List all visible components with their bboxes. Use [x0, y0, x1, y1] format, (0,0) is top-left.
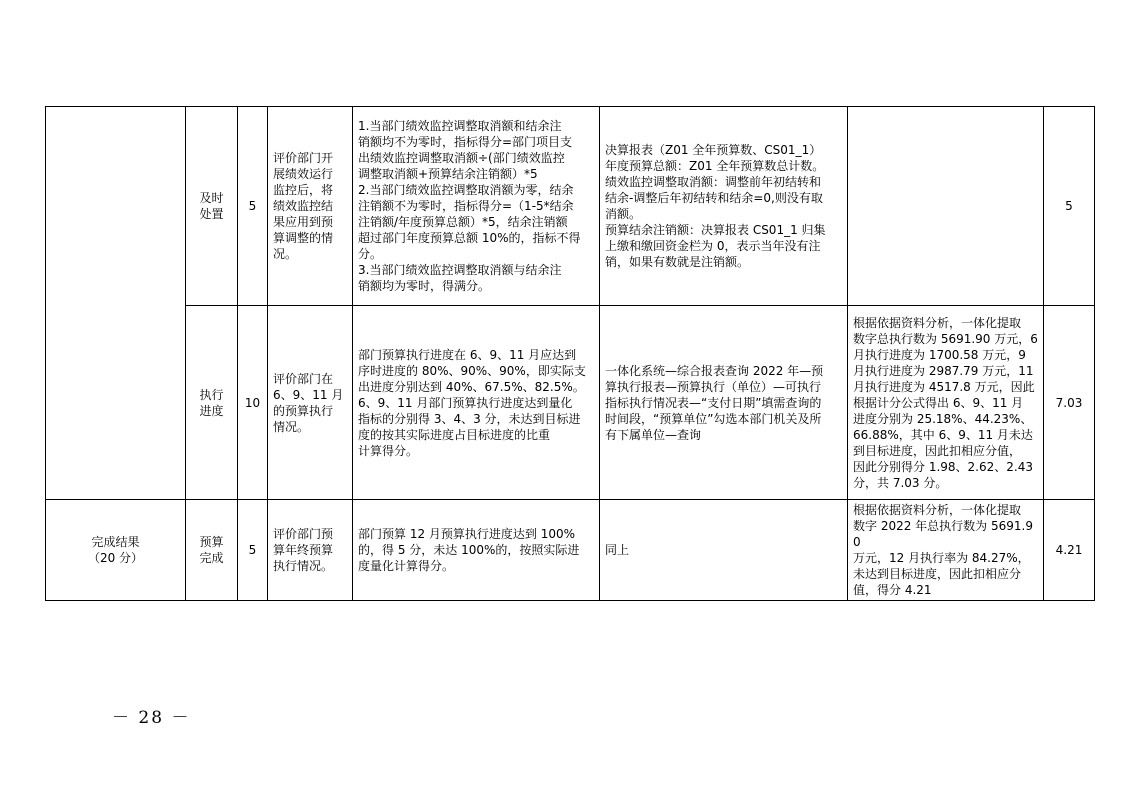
- text-line: 的预算执行: [273, 403, 334, 418]
- text-line: 根据依据资料分析，一体化提取: [853, 503, 1022, 517]
- weight-cell: 10: [238, 306, 268, 500]
- text-line: 月执行进度为 1700.58 万元，9: [853, 347, 1026, 362]
- data-source-cell: [600, 500, 848, 601]
- text-line: 算调整的情: [273, 231, 334, 245]
- data-source-cell: [600, 306, 848, 500]
- text-line: 上缴和缴回资金栏为 0，表示当年没有注: [605, 239, 821, 253]
- table-row: [46, 107, 1095, 306]
- table-row: [46, 306, 1095, 500]
- text-line: 2.当部门绩效监控调整取消额为零，结余: [358, 183, 574, 197]
- text-line: 值，得分 4.21: [853, 583, 932, 597]
- weight-cell: 5: [238, 500, 268, 601]
- scoring-criteria-cell: [353, 107, 600, 306]
- text-line: 展绩效运行: [273, 167, 334, 181]
- text-line: 月执行进度为 2987.79 万元，11: [853, 363, 1034, 378]
- scoring-criteria-cell: [353, 500, 600, 601]
- text-line: 注销额/年度预算总额）*5，结余注销额: [358, 215, 568, 229]
- text-line: 万元，12 月执行率为 84.27%，: [853, 551, 1030, 565]
- text-line: 度量化计算得分。: [358, 559, 455, 573]
- page-number: － 28 －: [112, 708, 191, 728]
- table-row: [46, 500, 1095, 601]
- text-line: 注销额不为零时，指标得分=（1-5*结余: [358, 199, 574, 213]
- text-line: 6、9、11 月: [273, 387, 344, 402]
- text-line: 进度分别为 25.18%、44.23%、: [853, 411, 1033, 426]
- text-line: 评价部门在: [273, 371, 334, 386]
- text-line: 执行情况。: [273, 559, 334, 573]
- text-line: 3.当部门绩效监控调整取消额与结余注: [358, 263, 562, 277]
- text-line: 算执行报表—预算执行（单位）—可执行: [605, 379, 822, 394]
- text-line: 有下属单位—查询: [605, 427, 702, 442]
- primary-indicator-cell: [46, 500, 186, 601]
- text-line: 计算得分。: [358, 443, 419, 458]
- text-line: 序时进度的 80%、90%、90%，即实际支: [358, 363, 586, 378]
- weight-cell: 5: [238, 107, 268, 306]
- score-cell: 4.21: [1044, 500, 1095, 601]
- data-source-cell: [600, 107, 848, 306]
- text-line: 情况。: [273, 419, 310, 434]
- text-line: 分，共 7.03 分。: [853, 475, 948, 490]
- text-line: 出绩效监控调整取消额÷(部门绩效监控: [358, 151, 565, 165]
- text-line: 况。: [273, 247, 298, 261]
- text-line: 结余-调整后年初结转和结余=0,则没有取: [605, 191, 823, 205]
- text-line: 评价部门预: [273, 527, 334, 541]
- text-line: 年度预算总额：Z01 全年预算数总计数。: [605, 159, 825, 173]
- text-line: 时间段，“预算单位”勾选本部门机关及所: [605, 411, 822, 426]
- indicator-description-cell: [268, 107, 353, 306]
- text-line: 部门预算执行进度在 6、9、11 月应达到: [358, 347, 577, 362]
- text-line: 1.当部门绩效监控调整取消额和结余注: [358, 119, 562, 133]
- text-line: 度的按其实际进度占目标进度的比重: [358, 427, 551, 442]
- text-line: 执行: [199, 387, 224, 402]
- primary-indicator-cell-empty: [46, 107, 186, 500]
- analysis-cell: [848, 500, 1044, 601]
- text-line: 数字 2022 年总执行数为 5691.90: [853, 519, 1033, 549]
- text-line: 消额。: [605, 207, 642, 221]
- text-line: 算年终预算: [273, 543, 334, 557]
- text-line: （20 分）: [87, 551, 144, 565]
- text-line: 6、9、11 月部门预算执行进度达到量化: [358, 395, 573, 410]
- text-line: 评价部门开: [273, 151, 334, 165]
- text-line: 指标的分别得 3、4、3 分，未达到目标进: [358, 411, 581, 426]
- text-line: 66.88%，其中 6、9、11 月未达: [853, 427, 1033, 442]
- indicator-name-cell: [186, 107, 238, 306]
- text-line: 调整取消额+预算结余注销额）*5: [358, 167, 538, 181]
- text-line: 预算结余注销额：决算报表 CS01_1 归集: [605, 223, 826, 237]
- text-line: 指标执行情况表—“支付日期”填需查询的: [605, 395, 822, 410]
- text-line: 完成: [199, 551, 224, 565]
- score-cell: 7.03: [1044, 306, 1095, 500]
- text-line: 进度: [199, 403, 224, 418]
- text-line: 根据依据资料分析，一体化提取: [853, 315, 1022, 330]
- scoring-criteria-cell: [353, 306, 600, 500]
- text-line: 同上: [605, 543, 630, 557]
- text-line: 绩效监控调整取消额：调整前年初结转和: [605, 175, 822, 189]
- indicator-name-cell: [186, 500, 238, 601]
- text-line: 的，得 5 分，未达 100%的，按照实际进: [358, 543, 580, 557]
- text-line: 监控后，将: [273, 183, 334, 197]
- text-line: 到目标进度，因此扣相应分值，: [853, 443, 1022, 458]
- indicator-description-cell: [268, 306, 353, 500]
- text-line: 绩效监控结: [273, 199, 334, 213]
- text-line: 完成结果: [91, 535, 140, 549]
- text-line: 超过部门年度预算总额 10%的，指标不得: [358, 231, 581, 245]
- text-line: 销额均为零时，得满分。: [358, 279, 491, 293]
- text-line: 根据计分公式得出 6、9、11 月: [853, 395, 1024, 410]
- text-line: 一体化系统—综合报表查询 2022 年—预: [605, 363, 824, 378]
- text-line: 因此分别得分 1.98、2.62、2.43: [853, 459, 1033, 474]
- text-line: 数字总执行数为 5691.90 万元，6: [853, 331, 1038, 346]
- text-line: 销，如果有数就是注销额。: [605, 255, 750, 269]
- text-line: 果应用到预: [273, 215, 334, 229]
- score-cell: 5: [1044, 107, 1095, 306]
- text-line: 预算: [199, 535, 224, 549]
- text-line: 月执行进度为 4517.8 万元，因此: [853, 379, 1035, 394]
- text-line: 销额均不为零时，指标得分=部门项目支: [358, 135, 573, 149]
- text-line: 及时: [199, 191, 224, 205]
- text-line: 出进度分别达到 40%、67.5%、82.5%。: [358, 379, 585, 394]
- text-line: 未达到目标进度，因此扣相应分: [853, 567, 1022, 581]
- evaluation-table: [45, 106, 1095, 601]
- text-line: 决算报表（Z01 全年预算数、CS01_1）: [605, 143, 822, 157]
- indicator-description-cell: [268, 500, 353, 601]
- indicator-name-cell: [186, 306, 238, 500]
- text-line: 部门预算 12 月预算执行进度达到 100%: [358, 527, 576, 541]
- analysis-cell: [848, 306, 1044, 500]
- text-line: 分。: [358, 247, 383, 261]
- text-line: 处置: [199, 207, 224, 221]
- analysis-cell: [848, 107, 1044, 306]
